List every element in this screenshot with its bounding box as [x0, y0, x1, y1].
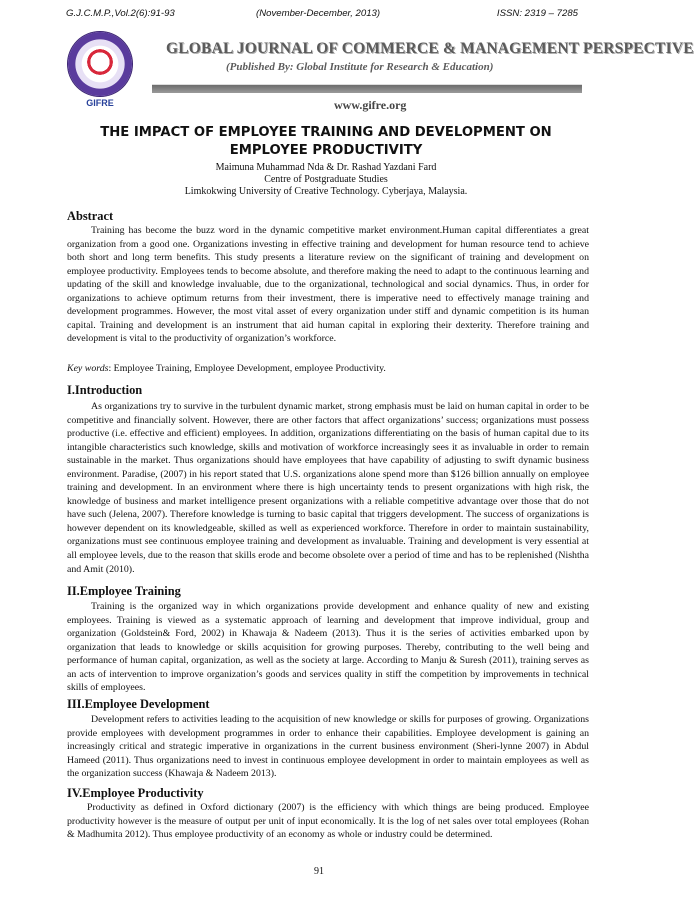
section-heading-employee-development: III.Employee Development — [67, 697, 210, 711]
journal-masthead — [66, 28, 694, 118]
journal-name: GLOBAL JOURNAL OF COMMERCE & MANAGEMENT PERSPECTIVE — [166, 40, 694, 57]
paper-title: THE IMPACT OF EMPLOYEE TRAINING AND DEVELOPMENT ON EMPLOYEE PRODUCTIVITY — [100, 125, 552, 158]
keywords-text: : Employee Training, Employee Development, employee Productivity. — [108, 363, 386, 374]
paper-authors: Maimuna Muhammad Nda & Dr. Rashad Yazdani Fard — [215, 162, 437, 173]
keywords-line — [67, 363, 589, 374]
page-number: 91 — [314, 866, 324, 877]
affiliation-centre: Centre of Postgraduate Studies — [264, 174, 388, 185]
gifre-seal-logo — [68, 32, 132, 96]
section-text-employee-development: Development refers to activities leading to the acquisition of new knowledge or skills for purposes of growing. Organizations provide employees with development programmes in order to enhance their capabilities. Employee development is gaining an increasingly critical and strategic imperative in organizations in the current business environment (Sheri-lynne 2007) in Abdul Hameed (2011). Thus organizations need to invest in continuous employee development in order to maintain employees as well as the organization success (Khawaja & Nadeem 2013). — [67, 714, 589, 780]
section-text-introduction: As organizations try to survive in the turbulent dynamic market, strong emphasis must be laid on human capital in order to be competitive and financially solvent. However, there are other factors that affect organizations’ success; organizations must possess productive (i.e. effective and efficient) employees. In addition, organizations differentiating on the basis of human capital due to its intangible characteristics such knowledge, skills and motivation of workforce increasingly sees it as invaluable in order to remain sustainable in the market. Thus organizations should have employees that have capability of adjusting to swift dynamic business environment. Paradise, (2007) in his report stated that U.S. organizations alone spend more than $126 billion annually on employee training and development. In an environment where there is high uncertainty tends to present organizations with high risk, the knowledge of business and market intelligence present organizations with a reliable competitive advantage over those that do not have such (Jelena, 2007). Therefore knowledge is turning to basic capital that triggers development. The success of organizations is however dependent on its knowledgeable, skilled as well as experienced workforce. Therefore in order to maintain sustainability, organizations must see continuous employee training and development as invaluable. Training and development is very essential at all employee levels, due to the reason that skills erode and become obsolete over a period of time and has to be replenished (Nishtha and Amit (2010). — [67, 401, 589, 575]
publisher-line: (Published By: Global Institute for Research & Education) — [226, 61, 494, 73]
abstract-text: Training has become the buzz word in the dynamic competitive market environment.Human capital differentiates a great organization from a good one. Organizations investing in effective training and development for human resource tend to achieve both short and long term benefits. This study presents a literature review on the significant of training and development on employee productivity. Employees tends to become absolute, and therefore making the need to adapt to the continuous learning and updating of the skill and knowledge invaluable, due to the organizational, technological and social dynamics. Thus, in order for organizations to achieve optimum returns from their investment, there is imperative need to effectively manage training and development programmes. However, the most vital asset of every organization under stiff and dynamic competition is its human capital. Training and development is an instrument that aid human capital in exploring their dexterity. Therefore training and development is vital to the productivity of organization’s workforce. — [67, 225, 589, 345]
abstract-heading: Abstract — [67, 209, 114, 223]
section-text-employee-productivity: Productivity as defined in Oxford dictionary (2007) is the efficiency with which things are being produced. Employee productivity however is the measure of output per unit of input economically. It is the log of net sales over total employees (Rohan & Madhumita 2012). Thus employee productivity of an economy as whole or industry could be determined. — [67, 802, 589, 841]
section-heading-employee-training: II.Employee Training — [67, 584, 181, 598]
running-header — [66, 8, 578, 22]
issn: ISSN: 2319 – 7285 — [496, 8, 578, 19]
masthead-divider — [152, 84, 582, 93]
issue-date: (November-December, 2013) — [256, 8, 381, 19]
section-text-employee-training: Training is the organized way in which organizations provide development and enhance quality of new and existing employees. Training is viewed as a systematic approach of learning and development that improve individual, group and organization (Goldstein& Ford, 2002) in Khawaja & Nadeem (2013). Thus it is the series of activities embarked upon by organization that leads to knowledge or skills acquisition for growing purposes. Thereby, contributing to the well being and performance of human capital, organization, as well as the society at large. According to Manju & Suresh (2011), training serves as an acts of intervention to improve organization’s goods and services quality in stiff the competition by improvements in technical skills of employees. — [67, 601, 589, 694]
keywords-label: Key words — [67, 363, 109, 374]
section-heading-employee-productivity: IV.Employee Productivity — [67, 786, 204, 800]
section-heading-introduction: I.Introduction — [67, 383, 143, 397]
journal-website: www.gifre.org — [334, 98, 407, 112]
affiliation-university: Limkokwing University of Creative Technology. Cyberjaya, Malaysia. — [184, 186, 468, 197]
logo-label: GIFRE — [86, 98, 114, 108]
journal-reference: G.J.C.M.P.,Vol.2(6):91-93 — [66, 8, 175, 19]
